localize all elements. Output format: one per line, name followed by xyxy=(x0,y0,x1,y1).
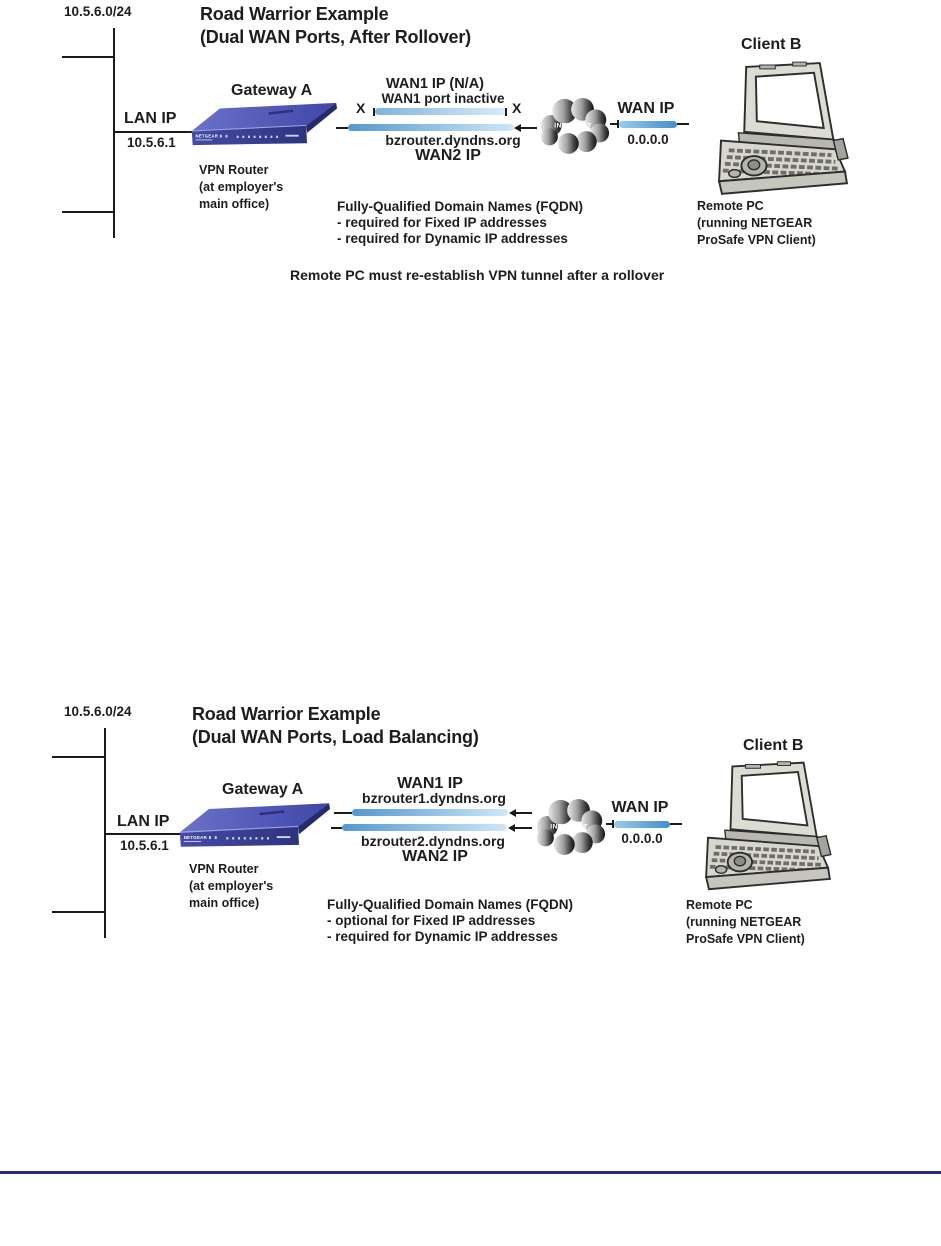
rollover-note: Remote PC must re-establish VPN tunnel after a rollover xyxy=(290,267,665,283)
vpn-router-caption xyxy=(199,162,283,213)
wan1-ip-label: WAN1 IP (N/A) xyxy=(385,76,485,92)
diagram-title-line1: Road Warrior Example xyxy=(200,4,389,24)
fqdn-line: Fully-Qualified Domain Names (FQDN) xyxy=(327,897,574,912)
wan2-to-cloud-line xyxy=(515,827,532,829)
caption-line: (running NETGEAR xyxy=(686,915,802,929)
caption-line: ProSafe VPN Client) xyxy=(686,932,805,946)
caption-line: (running NETGEAR xyxy=(697,216,813,230)
caption-line: main office) xyxy=(189,896,260,910)
vpn-router-caption xyxy=(189,861,273,912)
gateway-a-label: Gateway A xyxy=(231,82,313,99)
wan-ip-value: 0.0.0.0 xyxy=(621,831,663,846)
cloud-label: INTERNET xyxy=(554,122,592,130)
wan-ip-label: WAN IP xyxy=(611,799,669,816)
lan-tick-bottom xyxy=(62,211,115,213)
vpn-router-icon xyxy=(176,797,331,852)
subnet-label: 10.5.6.0/24 xyxy=(64,704,132,719)
lan-ip-value: 10.5.6.1 xyxy=(127,135,176,150)
router-brand-text: NETGEAR xyxy=(183,835,208,841)
internet-cloud-icon xyxy=(536,97,612,152)
lan-backbone-line xyxy=(113,28,115,238)
wan2-arrowhead xyxy=(508,824,515,832)
wan2-link-bar xyxy=(342,824,507,831)
laptop-icon xyxy=(690,57,845,198)
caption-line: VPN Router xyxy=(189,862,259,876)
caption-line: (at employer's xyxy=(199,180,284,194)
remote-pc-caption xyxy=(697,198,816,249)
wan1-end-tick-right xyxy=(505,108,507,116)
caption-line: (at employer's xyxy=(189,879,274,893)
page-divider xyxy=(0,1171,941,1174)
fqdn-note xyxy=(337,199,583,247)
router-brand-text: NETGEAR xyxy=(195,133,219,139)
wan1-to-cloud-line xyxy=(516,812,532,814)
wan2-ip-label: WAN2 IP xyxy=(415,147,481,164)
caption-line: VPN Router xyxy=(199,163,269,177)
router-to-wan2-line xyxy=(336,127,348,129)
wan2-fqdn-label: bzrouter.dyndns.org xyxy=(385,132,521,148)
caption-line: main office) xyxy=(199,197,270,211)
fqdn-line: Fully-Qualified Domain Names (FQDN) xyxy=(337,199,584,214)
wanip-to-pc-line xyxy=(677,123,689,125)
wan-ip-label: WAN IP xyxy=(617,100,675,117)
internet-cloud-icon xyxy=(532,798,608,853)
wanip-link-bar xyxy=(614,821,670,828)
wan2-fqdn-label: bzrouter2.dyndns.org xyxy=(361,833,505,849)
wan1-break-x-left: X xyxy=(356,100,366,116)
wan2-link-bar xyxy=(348,124,514,131)
wan2-to-cloud-line xyxy=(521,127,537,129)
router-to-wan1-line xyxy=(334,812,352,814)
wan1-inactive-note: WAN1 port inactive xyxy=(381,91,505,106)
fqdn-line: - optional for Fixed IP addresses xyxy=(327,913,536,928)
lan-tick-top xyxy=(62,56,115,58)
caption-line: ProSafe VPN Client) xyxy=(697,233,816,247)
wan1-arrowhead xyxy=(509,809,516,817)
lan-tick-top xyxy=(52,756,106,758)
lan-ip-value: 10.5.6.1 xyxy=(120,838,169,853)
remote-pc-caption xyxy=(686,897,805,948)
fqdn-line: - required for Dynamic IP addresses xyxy=(337,231,568,246)
wan1-fqdn-label: bzrouter1.dyndns.org xyxy=(362,790,506,806)
wan-ip-value: 0.0.0.0 xyxy=(627,132,669,147)
lan-tick-bottom xyxy=(52,911,106,913)
wan1-ip-label: WAN1 IP xyxy=(397,775,463,792)
lan-to-router-line xyxy=(114,131,192,133)
fqdn-line: - required for Dynamic IP addresses xyxy=(327,929,558,944)
laptop-icon xyxy=(678,757,828,893)
client-b-label: Client B xyxy=(741,36,802,53)
router-to-wan2-line xyxy=(331,827,342,829)
wan1-break-x-right: X xyxy=(512,100,522,116)
diagram-title-line1: Road Warrior Example xyxy=(192,704,381,724)
lan-ip-label: LAN IP xyxy=(124,110,177,127)
wan1-link-bar xyxy=(352,809,508,816)
caption-line: Remote PC xyxy=(686,898,753,912)
diagram-title-line2: (Dual WAN Ports, Load Balancing) xyxy=(192,727,479,747)
wan2-arrowhead xyxy=(514,124,521,132)
lan-ip-label: LAN IP xyxy=(117,813,170,830)
client-b-label: Client B xyxy=(743,737,804,754)
gateway-a-label: Gateway A xyxy=(222,781,304,798)
cloud-label: INTERNET xyxy=(550,823,588,831)
lan-to-router-line xyxy=(105,833,182,835)
vpn-router-icon xyxy=(188,97,338,150)
fqdn-note xyxy=(327,897,573,945)
caption-line: Remote PC xyxy=(697,199,764,213)
diagram-title-line2: (Dual WAN Ports, After Rollover) xyxy=(200,27,471,47)
wan1-link-bar xyxy=(375,108,505,115)
wanip-link-bar xyxy=(619,121,677,128)
fqdn-line: - required for Fixed IP addresses xyxy=(337,215,547,230)
wan2-ip-label: WAN2 IP xyxy=(402,848,468,865)
subnet-label: 10.5.6.0/24 xyxy=(64,4,132,19)
